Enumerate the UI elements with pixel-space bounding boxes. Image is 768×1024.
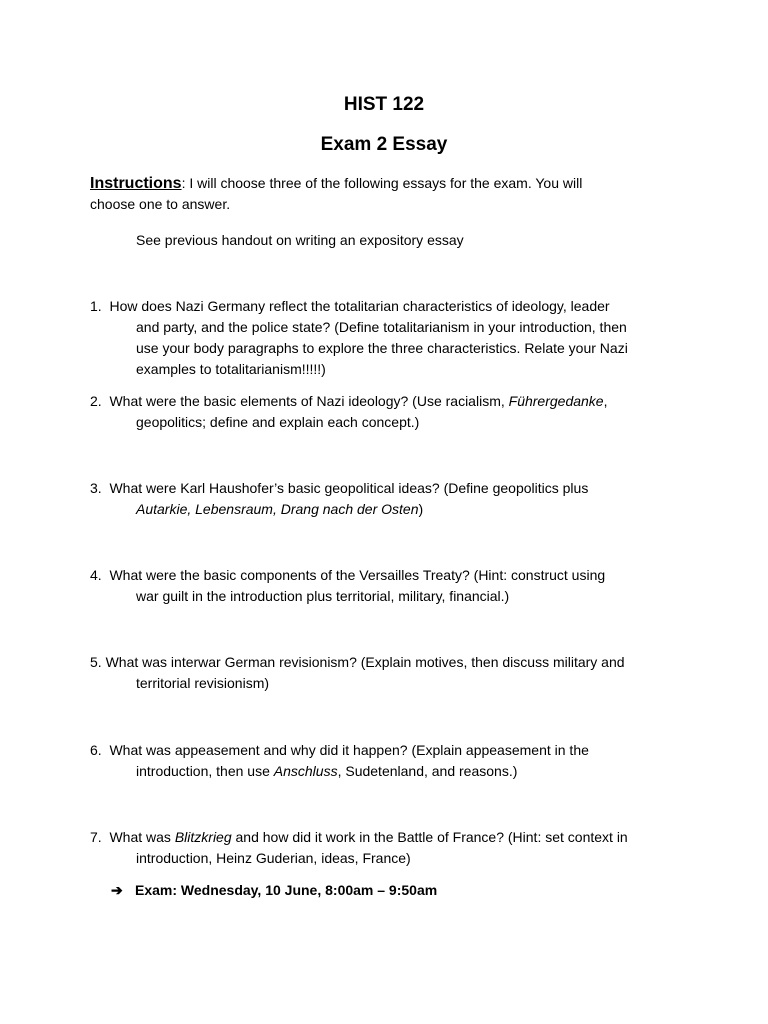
question-text: and how did it work in the Battle of France? (Hint: set context in <box>231 829 628 845</box>
question-number: 4. <box>90 567 102 583</box>
handout-note: See previous handout on writing an expository essay <box>136 232 464 248</box>
arrow-right-icon: ➔ <box>111 882 123 898</box>
question-text: war guilt in the introduction plus territorial, military, financial.) <box>136 588 510 604</box>
question-number: 2. <box>90 393 102 409</box>
exam-date-text: Exam: Wednesday, 10 June, 8:00am – 9:50am <box>135 882 438 898</box>
question-3 <box>90 478 690 520</box>
course-title: HIST 122 <box>343 94 425 115</box>
instructions-text-line1: : I will choose three of the following essays for the exam. You will <box>181 175 583 191</box>
question-text: use your body paragraphs to explore the three characteristics. Relate your Nazi <box>136 340 628 356</box>
question-text: geopolitics; define and explain each concept.) <box>136 414 420 430</box>
question-italic-term: Blitzkrieg <box>174 829 232 845</box>
question-7 <box>90 827 690 869</box>
question-italic-term: Führergedanke <box>508 393 604 409</box>
question-1 <box>90 296 690 380</box>
instructions-text-line2: choose one to answer. <box>90 196 231 212</box>
question-text: introduction, Heinz Guderian, ideas, France) <box>136 850 411 866</box>
question-text: What were the basic elements of Nazi ideology? (Use racialism, <box>109 393 509 409</box>
question-number: 1. <box>90 298 102 314</box>
question-6 <box>90 740 690 782</box>
question-text: What was appeasement and why did it happen? (Explain appeasement in the <box>109 742 589 758</box>
question-text: What was <box>109 829 175 845</box>
question-5 <box>90 652 690 694</box>
exam-date-line <box>111 880 437 901</box>
question-text: and party, and the police state? (Define totalitarianism in your introduction, then <box>136 319 627 335</box>
instructions-label: Instructions <box>90 175 182 192</box>
question-text: What were the basic components of the Versailles Treaty? (Hint: construct using <box>109 567 606 583</box>
question-4 <box>90 565 690 607</box>
question-text: How does Nazi Germany reflect the totalitarian characteristics of ideology, leader <box>109 298 610 314</box>
question-number: 5. <box>90 654 102 670</box>
instructions-paragraph <box>90 173 690 215</box>
question-text: , <box>603 393 608 409</box>
question-text: ) <box>418 501 424 517</box>
question-italic-term: Anschluss <box>273 763 338 779</box>
question-number: 7. <box>90 829 102 845</box>
question-number: 6. <box>90 742 102 758</box>
question-text: examples to totalitarianism!!!!!) <box>136 361 326 377</box>
question-text: introduction, then use <box>136 763 274 779</box>
question-italic-term: Autarkie, Lebensraum, Drang nach der Osten <box>136 501 419 517</box>
exam-title: Exam 2 Essay <box>320 134 448 155</box>
question-number: 3. <box>90 480 102 496</box>
question-text: What was interwar German revisionism? (Explain motives, then discuss military and <box>105 654 625 670</box>
question-text: What were Karl Haushofer’s basic geopolitical ideas? (Define geopolitics plus <box>109 480 589 496</box>
question-text: , Sudetenland, and reasons.) <box>337 763 518 779</box>
question-2 <box>90 391 690 433</box>
question-text: territorial revisionism) <box>136 675 270 691</box>
